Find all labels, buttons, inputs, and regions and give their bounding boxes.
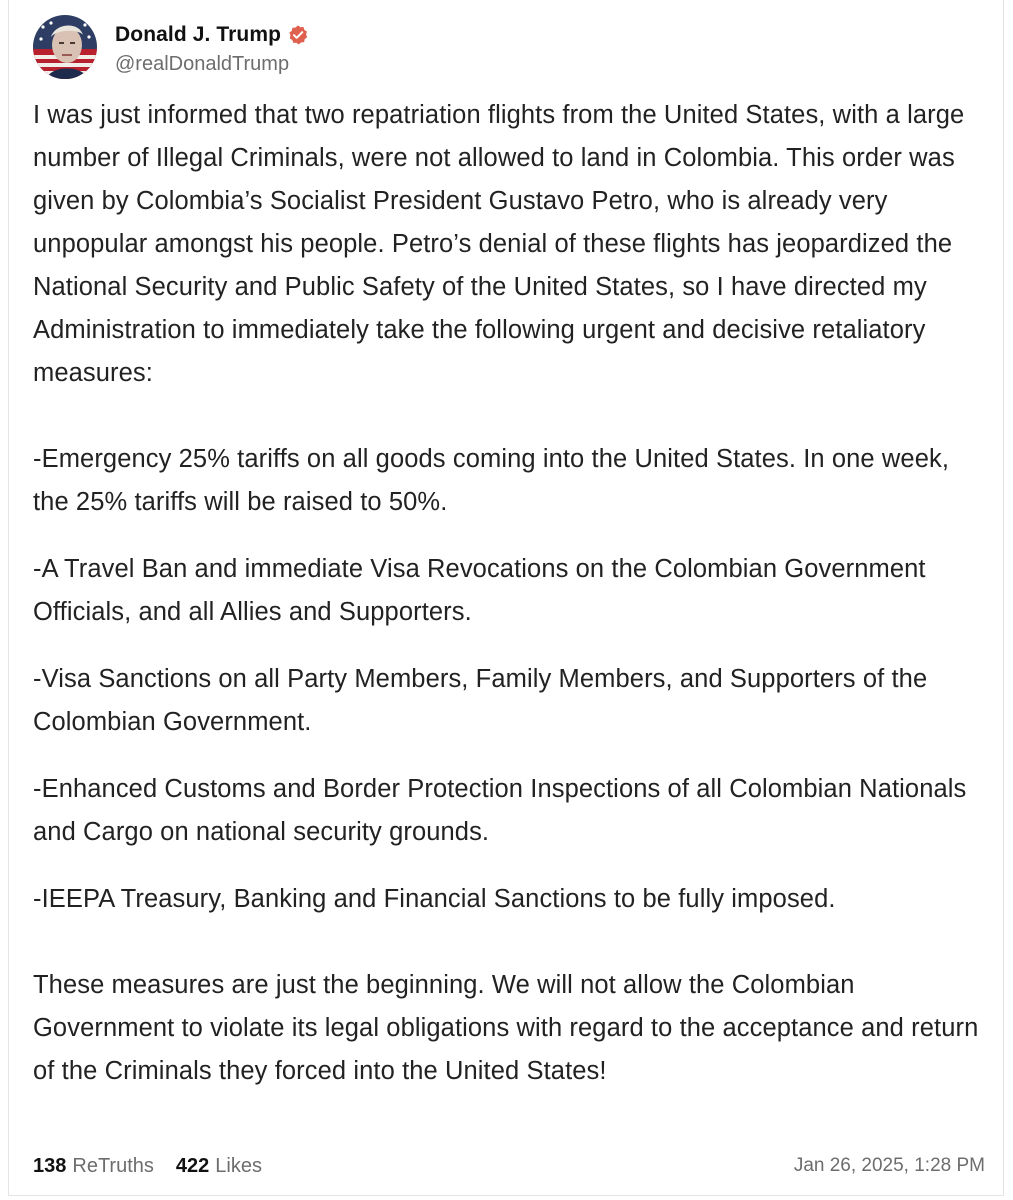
post-paragraph-travel-ban: -A Travel Ban and immediate Visa Revocations on the Colombian Government Officials, and all Allies and Supporters. <box>33 555 926 626</box>
post-footer <box>33 1150 985 1182</box>
author-names <box>115 18 309 76</box>
likes-stat[interactable] <box>176 1155 262 1178</box>
author-handle[interactable]: @realDonaldTrump <box>115 53 290 75</box>
paragraph-spacer <box>33 634 988 658</box>
author-display-name[interactable]: Donald J. Trump <box>115 23 282 46</box>
post-paragraph-tariffs: -Emergency 25% tariffs on all goods coming into the United States. In one week, the 25% tariffs will be raised to 50%. <box>33 445 950 516</box>
verified-badge-icon <box>287 24 309 46</box>
retruths-count: 138 <box>33 1154 67 1177</box>
post-paragraph-customs: -Enhanced Customs and Border Protection Inspections of all Colombian Nationals and Cargo on national security grounds. <box>33 775 967 846</box>
post-body <box>33 94 988 1093</box>
paragraph-spacer <box>33 744 988 768</box>
paragraph-spacer <box>33 921 988 964</box>
paragraph-spacer <box>33 395 988 438</box>
paragraph-spacer <box>33 854 988 878</box>
post-header <box>33 12 309 82</box>
likes-count: 422 <box>175 1154 210 1177</box>
post-timestamp[interactable]: Jan 26, 2025, 1:28 PM <box>793 1155 985 1176</box>
post-paragraph-closing: These measures are just the beginning. We will not allow the Colombian Government to violate its legal obligations with regard to the acceptance and return of the Criminals they forced into the United States! <box>33 971 979 1085</box>
avatar-image <box>33 15 97 79</box>
likes-label: Likes <box>215 1154 262 1177</box>
post-paragraph-ieepa: -IEEPA Treasury, Banking and Financial Sanctions to be fully imposed. <box>33 885 836 913</box>
paragraph-spacer <box>33 524 988 548</box>
name-row <box>115 18 309 52</box>
retruths-stat[interactable] <box>33 1155 154 1178</box>
avatar[interactable] <box>33 15 97 79</box>
retruths-label: ReTruths <box>72 1154 154 1177</box>
post-paragraph-visa-sanctions: -Visa Sanctions on all Party Members, Family Members, and Supporters of the Colombian Government. <box>33 665 928 736</box>
post-paragraph-intro: I was just informed that two repatriation flights from the United States, with a large number of Illegal Criminals, were not allowed to land in Colombia. This order was given by Colombia’s Socialist President Gustavo Petro, who is already very unpopular amongst his people. Petro’s denial of these flights has jeopardized the National Security and Public Safety of the United States, so I have directed my Administration to immediately take the following urgent and decisive retaliatory measures: <box>33 101 965 387</box>
